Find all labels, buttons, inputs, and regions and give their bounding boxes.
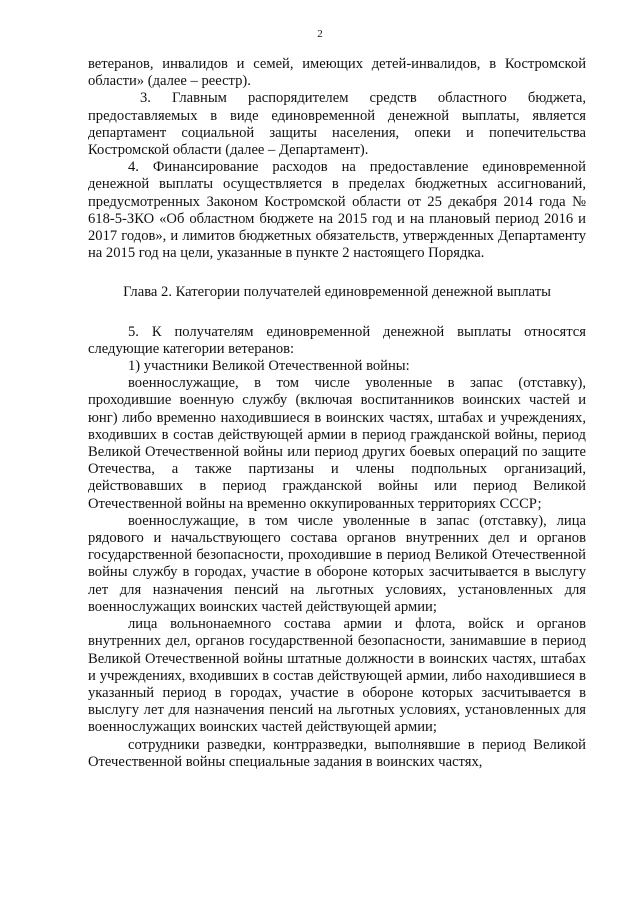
chapter-heading: Глава 2. Категории получателей единовременной денежной выплаты: [123, 284, 551, 301]
paragraph-intelligence: сотрудники разведки, контрразведки, выполнявшие в период Великой Отечественной войны специальные задания в воинских частях,: [88, 736, 586, 770]
page-number: 2: [317, 28, 323, 40]
subitem-1: 1) участники Великой Отечественной войны:: [128, 358, 410, 375]
paragraph-servicemen-cities: военнослужащие, в том числе уволенные в запас (отставку), лица рядового и начальствующего состава органов внутренних дел и органов государственной безопасности, проходившие в период Великой Отечественной войны службу в городах, участие в обороне которых засчитывается в выслугу лет для назначения пенсий на льготных условиях, установленных для военнослужащих воинских частей действующей армии;: [88, 512, 586, 615]
document-body: [88, 56, 586, 771]
paragraph-civilian-staff: лица вольнонаемного состава армии и флота, войск и органов внутренних дел, органов государственной безопасности, занимавшие в период Великой Отечественной войны штатные должности в воинских частях, штабах и учреждениях, входивших в состав действующей армии, либо находившиеся в указанный период в городах, участие в обороне которых засчитывается в выслугу лет для назначения пенсий на льготных условиях, установленных для военнослужащих воинских частей действующей армии;: [88, 616, 586, 736]
paragraph-item-5: 5. К получателям единовременной денежной выплаты относятся следующие категории ветеранов:: [88, 323, 586, 357]
paragraph-item-4: 4. Финансирование расходов на предоставление единовременной денежной выплаты осуществляется в пределах бюджетных ассигнований, предусмотренных Законом Костромской области от 25 декабря 2014 года № 618-5-ЗКО «Об областном бюджете на 2015 год и на плановый период 2016 и 2017 годов», и лимитов бюджетных обязательств, утвержденных Департаменту на 2015 год на цели, указанные в пункте 2 настоящего Порядка.: [88, 159, 586, 262]
paragraph-continuation: ветеранов, инвалидов и семей, имеющих детей-инвалидов, в Костромской области» (далее – реестр).: [88, 56, 586, 90]
paragraph-servicemen: военнослужащие, в том числе уволенные в запас (отставку), проходившие военную службу (включая воспитанников воинских частей и юнг) либо временно находившиеся в воинских частях, штабах и учреждениях, входивших в состав действующей армии в период гражданской войны, период Великой Отечественной войны или период других боевых операций по защите Отечества, а также партизаны и члены подпольных организаций, действовавших в период гражданской войны или период Великой Отечественной войны на временно оккупированных территориях СССР;: [88, 375, 586, 512]
paragraph-item-3: 3. Главным распорядителем средств областного бюджета, предоставляемых в виде единовременной денежной выплаты, является департамент социальной защиты населения, опеки и попечительства Костромской области (далее – Департамент).: [88, 90, 586, 159]
